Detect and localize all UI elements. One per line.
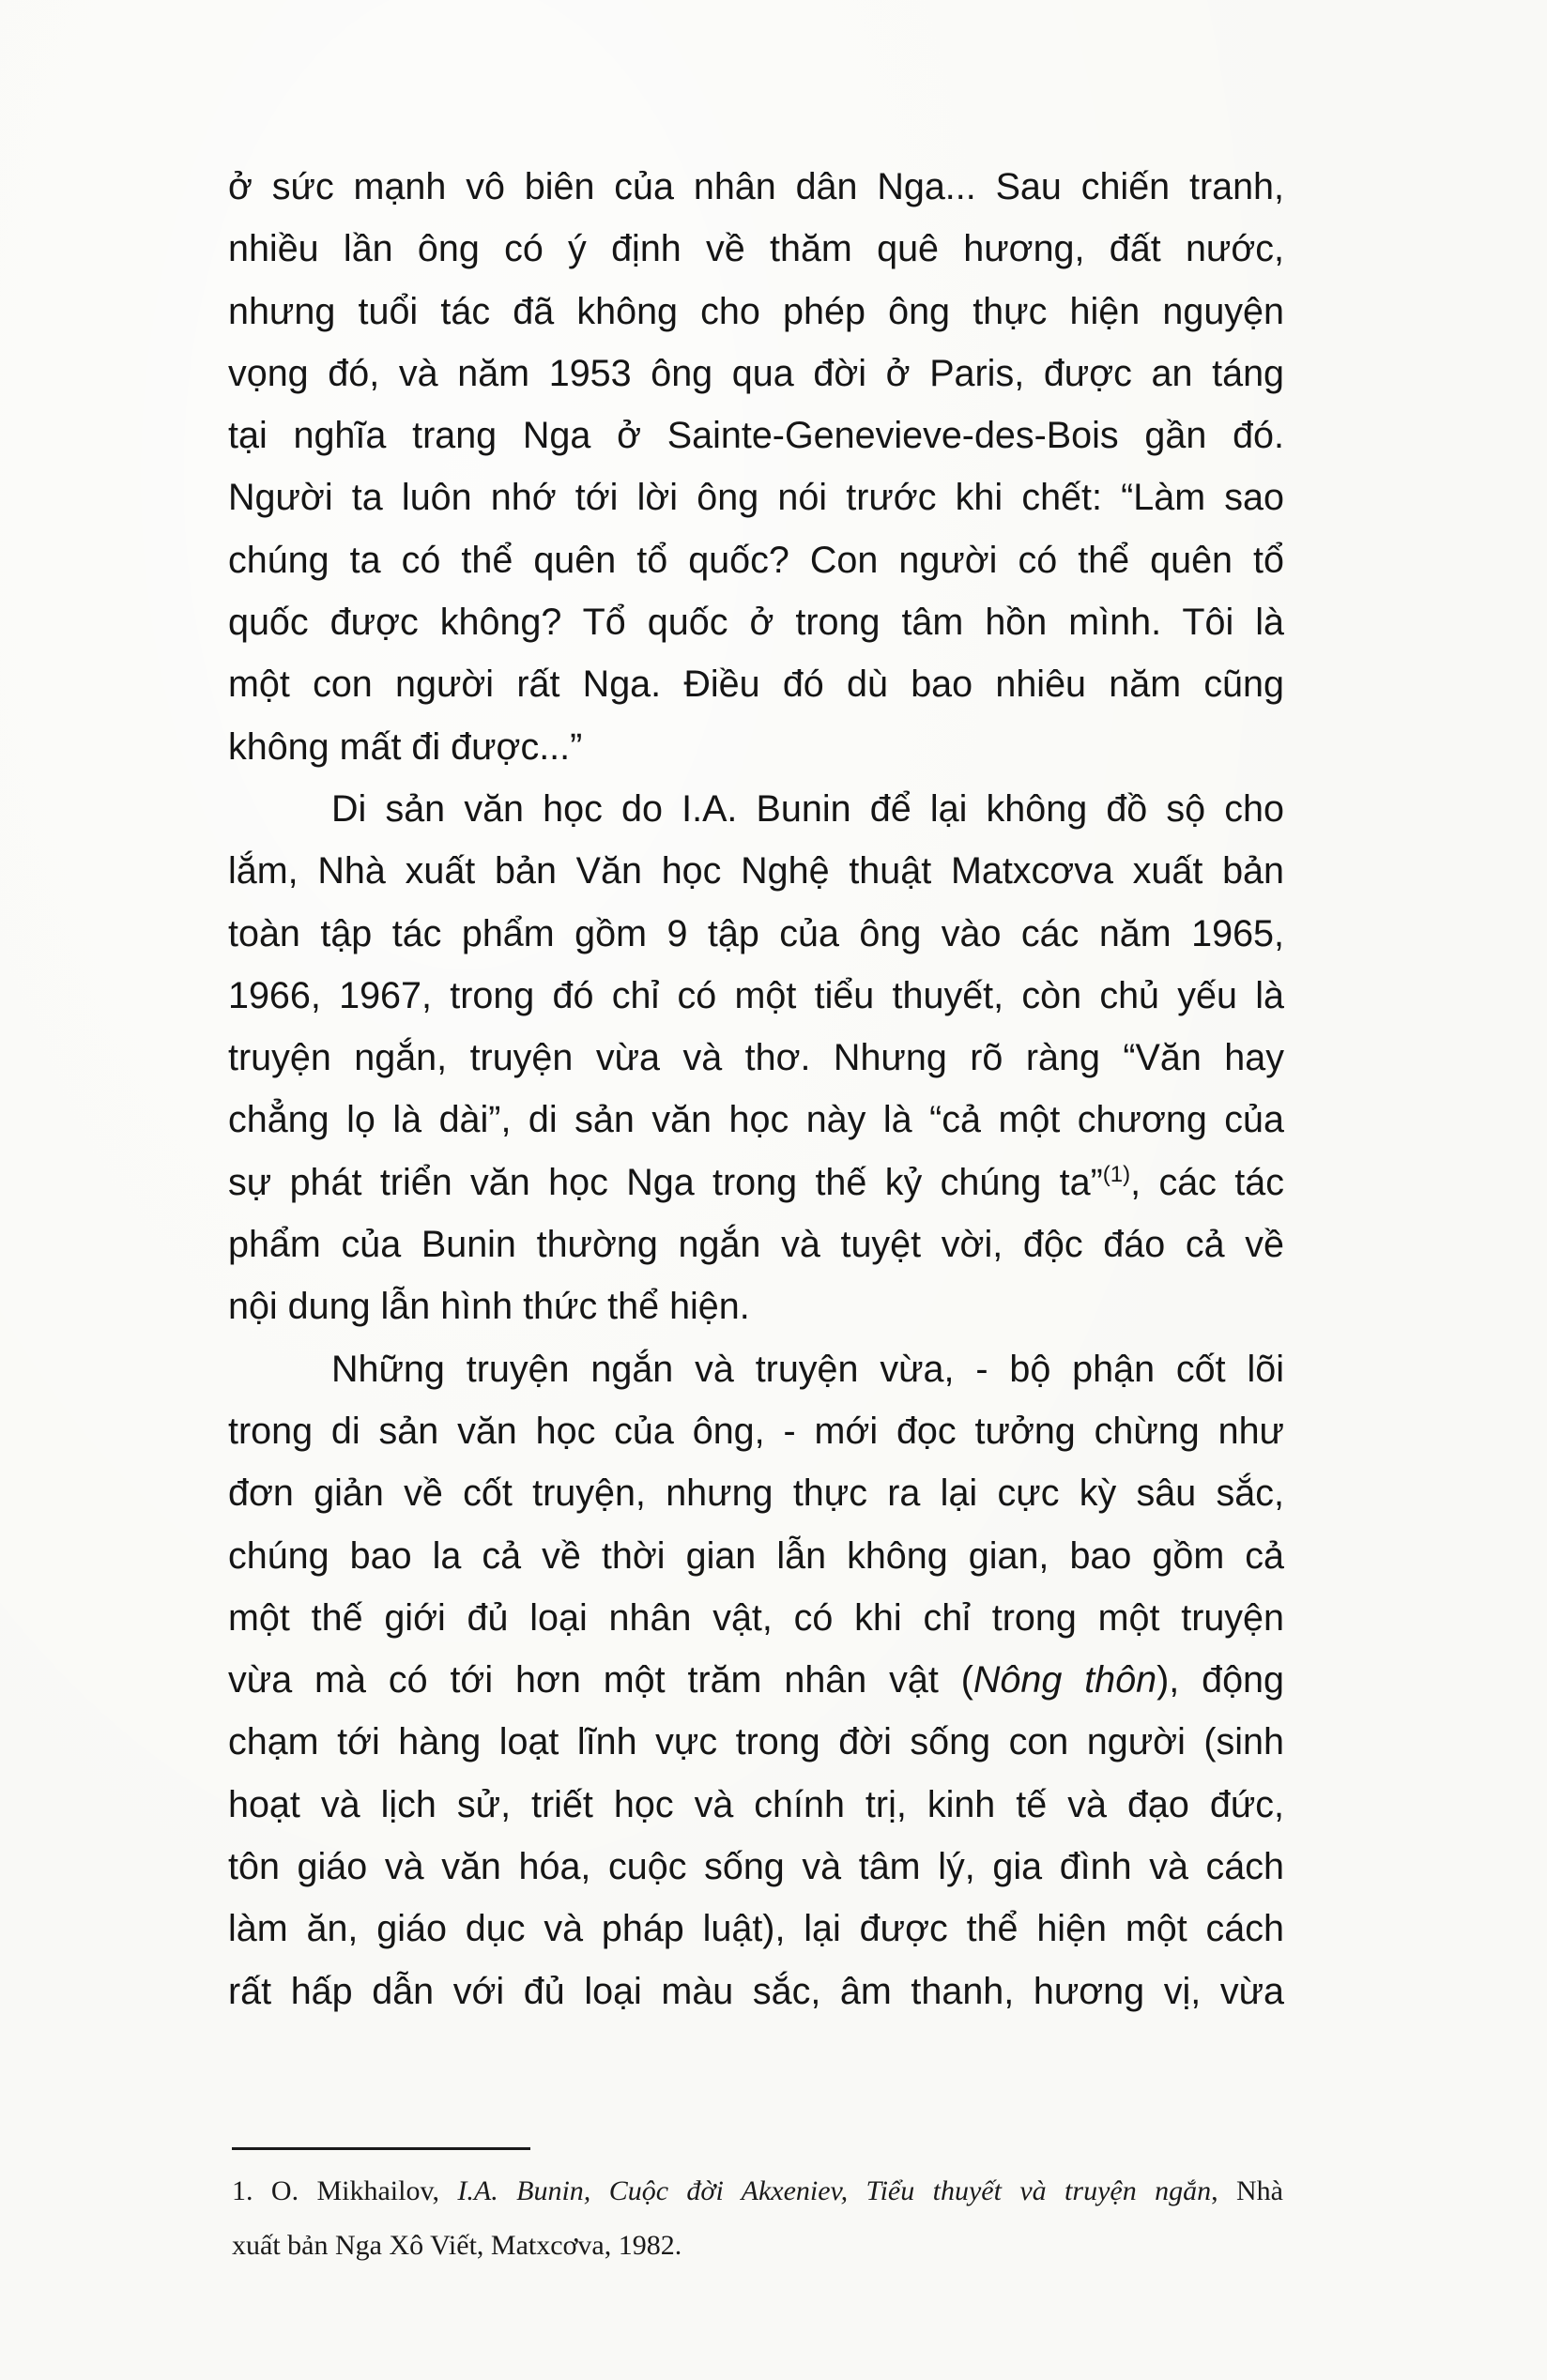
footnote-line — [232, 2164, 1283, 2219]
text-line-with-footnote — [228, 1152, 1284, 1213]
paragraph-3 — [228, 1338, 1284, 2022]
text-segment: vừa mà có tới hơn một trăm nhân vật ( — [228, 1659, 973, 1701]
text-line: chẳng lọ là dài”, di sản văn học này là “cả một chương của — [228, 1099, 1284, 1141]
text-line: đơn giản về cốt truyện, nhưng thực ra lại cực kỳ sâu sắc, — [228, 1472, 1284, 1515]
text-line: hoạt và lịch sử, triết học và chính trị, kinh tế và đạo đức, — [228, 1783, 1284, 1825]
text-line: chúng bao la cả về thời gian lẫn không gian, bao gồm cả — [228, 1534, 1284, 1577]
text-line: rất hấp dẫn với đủ loại màu sắc, âm thanh, hương vị, vừa — [228, 1970, 1284, 2012]
text-line: phẩm của Bunin thường ngắn và tuyệt vời, độc đáo cả về — [228, 1224, 1284, 1266]
text-line-with-italic — [228, 1649, 1284, 1711]
text-line: nội dung lẫn hình thức thể hiện. — [228, 1286, 750, 1328]
text-line: trong di sản văn học của ông, - mới đọc tưởng chừng như — [228, 1410, 1284, 1452]
text-segment: , các tác — [1130, 1161, 1284, 1203]
main-text — [228, 156, 1284, 2022]
text-line: nhưng tuổi tác đã không cho phép ông thực hiện nguyện — [228, 290, 1284, 332]
italic-work-title: Nông thôn — [973, 1659, 1157, 1701]
text-line: chạm tới hàng loạt lĩnh vực trong đời sống con người (sinh — [228, 1721, 1284, 1763]
text-line: 1966, 1967, trong đó chỉ có một tiểu thuyết, còn chủ yếu là — [228, 974, 1284, 1016]
paragraph-2 — [228, 778, 1284, 1338]
footnote-line: xuất bản Nga Xô Viết, Matxcơva, 1982. — [232, 2230, 682, 2261]
text-segment: , Nhà — [1211, 2175, 1283, 2206]
text-line: ở sức mạnh vô biên của nhân dân Nga... Sau chiến tranh, — [228, 166, 1284, 207]
text-line: làm ăn, giáo dục và pháp luật), lại được thể hiện một cách — [228, 1908, 1284, 1950]
text-line: nhiều lần ông có ý định về thăm quê hương, đất nước, — [228, 228, 1284, 270]
text-line: toàn tập tác phẩm gồm 9 tập của ông vào các năm 1965, — [228, 912, 1284, 954]
footnote-marker[interactable]: (1) — [1102, 1161, 1131, 1187]
text-line: một con người rất Nga. Điều đó dù bao nhiêu năm cũng — [228, 664, 1284, 706]
text-segment: ), động — [1156, 1659, 1284, 1701]
text-line: vọng đó, và năm 1953 ông qua đời ở Paris, được an táng — [228, 352, 1284, 394]
text-line: chúng ta có thể quên tổ quốc? Con người có thể quên tổ — [228, 539, 1284, 581]
text-segment: sự phát triển văn học Nga trong thế kỷ chúng ta” — [228, 1161, 1103, 1203]
text-line: truyện ngắn, truyện vừa và thơ. Nhưng rõ ràng “Văn hay — [228, 1037, 1284, 1079]
text-line: Những truyện ngắn và truyện vừa, - bộ phận cốt lõi — [331, 1348, 1284, 1390]
text-line: lắm, Nhà xuất bản Văn học Nghệ thuật Matxcơva xuất bản — [228, 850, 1284, 892]
paragraph-1 — [228, 156, 1284, 778]
text-line: Người ta luôn nhớ tới lời ông nói trước khi chết: “Làm sao — [228, 477, 1284, 519]
footnote — [232, 2164, 1283, 2273]
footnote-title: I.A. Bunin, Cuộc đời Akxeniev, Tiểu thuyết và truyện ngắn — [457, 2175, 1212, 2206]
text-line: quốc được không? Tổ quốc ở trong tâm hồn mình. Tôi là — [228, 602, 1284, 644]
text-line: tại nghĩa trang Nga ở Sainte-Genevieve-des-Bois gần đó. — [228, 415, 1284, 457]
text-line: tôn giáo và văn hóa, cuộc sống và tâm lý, gia đình và cách — [228, 1846, 1284, 1888]
text-line: không mất đi được...” — [228, 725, 583, 768]
footnote-number: 1. O. Mikhailov, — [232, 2175, 458, 2206]
text-line: một thế giới đủ loại nhân vật, có khi chỉ trong một truyện — [228, 1596, 1284, 1639]
text-line: Di sản văn học do I.A. Bunin để lại không đồ sộ cho — [331, 787, 1284, 830]
footnote-divider — [232, 2147, 530, 2150]
